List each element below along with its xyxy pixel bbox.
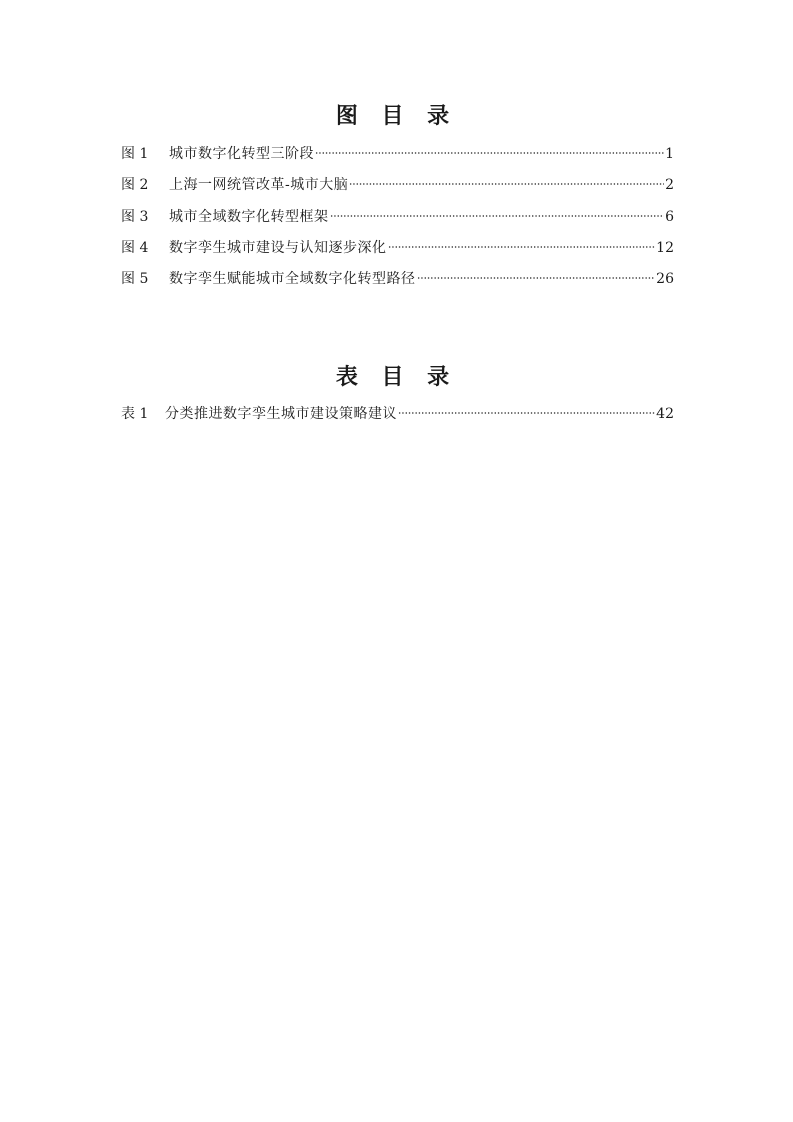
toc-entry-text: 城市全域数字化转型框架 [169,208,329,225]
toc-entry-label: 图 4 [121,239,149,256]
toc-entry-text: 城市数字化转型三阶段 [169,146,314,162]
toc-entry-page: 12 [656,239,674,256]
toc-entry-page: 1 [665,146,674,162]
toc-entry-page: 42 [656,406,674,422]
dot-leader [330,214,665,218]
toc-entry-figure-3[interactable] [121,206,674,237]
tables-toc-list [121,403,674,434]
dot-leader [315,151,664,155]
dot-leader [349,182,664,186]
toc-entry-figure-2[interactable] [121,174,674,205]
toc-entry-text: 分类推进数字孪生城市建设策略建议 [165,406,397,422]
dot-leader [417,276,656,280]
toc-entry-figure-5[interactable] [121,268,674,299]
toc-entry-figure-1[interactable] [121,143,674,174]
toc-entry-label: 图 2 [121,177,149,194]
toc-entry-text: 数字孪生赋能城市全域数字化转型路径 [169,271,416,288]
toc-entry-table-1[interactable] [121,403,674,434]
toc-entry-page: 6 [665,208,674,225]
dot-leader [388,245,656,249]
toc-entry-page: 26 [656,271,674,288]
dot-leader [398,411,655,415]
toc-entry-text: 上海一网统管改革-城市大脑 [169,177,349,194]
toc-entry-page: 2 [665,177,674,194]
figures-toc-title: 图 目 录 [335,104,458,129]
toc-entry-label: 表 1 [121,406,149,422]
figures-toc-list [121,143,674,299]
toc-entry-label: 图 1 [121,146,149,162]
toc-entry-label: 图 3 [121,208,149,225]
tables-toc-title: 表 目 录 [335,365,458,390]
toc-entry-text: 数字孪生城市建设与认知逐步深化 [169,239,387,256]
toc-entry-figure-4[interactable] [121,237,674,268]
toc-entry-label: 图 5 [121,271,149,288]
